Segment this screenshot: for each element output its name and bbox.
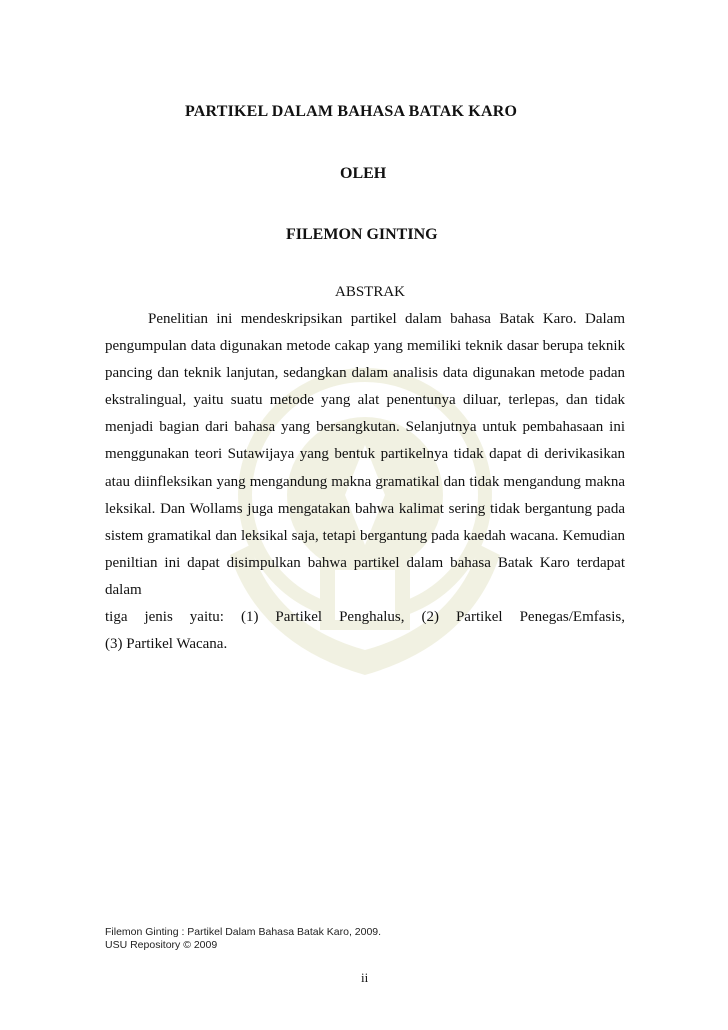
abstract-line: leksikal. Dan Wollams juga mengatakan bahwa kalimat sering tidak bergantung pada [105,500,625,517]
abstract-line: tiga jenis yaitu: (1) Partikel Penghalus, (2) Partikel Penegas/Emfasis, [105,609,625,626]
abstract-line: menggunakan teori Sutawijaya yang bentuk partikelnya tidak dapat di derivikasikan [105,446,625,463]
document-title: PARTIKEL DALAM BAHASA BATAK KARO [185,103,518,120]
by-label: OLEH [340,165,387,182]
abstract-heading: ABSTRAK [335,284,406,300]
abstract-line: Penelitian ini mendeskripsikan partikel dalam bahasa Batak Karo. Dalam [148,311,625,327]
abstract-line: ekstralingual, yaitu suatu metode yang alat penentunya diluar, terlepas, dan tidak [105,392,625,409]
abstract-line: atau diinfleksikan yang mengandung makna gramatikal dan tidak mengandung makna [105,473,625,490]
footer-citation-line: Filemon Ginting : Partikel Dalam Bahasa Batak Karo, 2009. [105,926,382,938]
abstract-line: menjadi bagian dari bahasa yang bersangkutan. Selanjutnya untuk pembahasaan ini [105,419,625,436]
footer-repository-line: USU Repository © 2009 [105,939,218,951]
abstract-line: sistem gramatikal dan leksikal saja, tetapi bergantung pada kaedah wacana. Kemudian [105,527,625,544]
author-name: FILEMON GINTING [286,226,438,243]
footer-citation [105,926,381,952]
abstract-line: pancing dan teknik lanjutan, sedangkan dalam analisis data digunakan metode padan [105,365,625,382]
abstract-line: (3) Partikel Wacana. [105,636,228,653]
abstract-line: pengumpulan data digunakan metode cakap yang memiliki teknik dasar berupa teknik [105,338,625,355]
abstract-body [105,306,625,658]
page-number: ii [361,970,369,985]
abstract-line: peniltian ini dapat disimpulkan bahwa partikel dalam bahasa Batak Karo terdapat dalam [105,554,625,598]
